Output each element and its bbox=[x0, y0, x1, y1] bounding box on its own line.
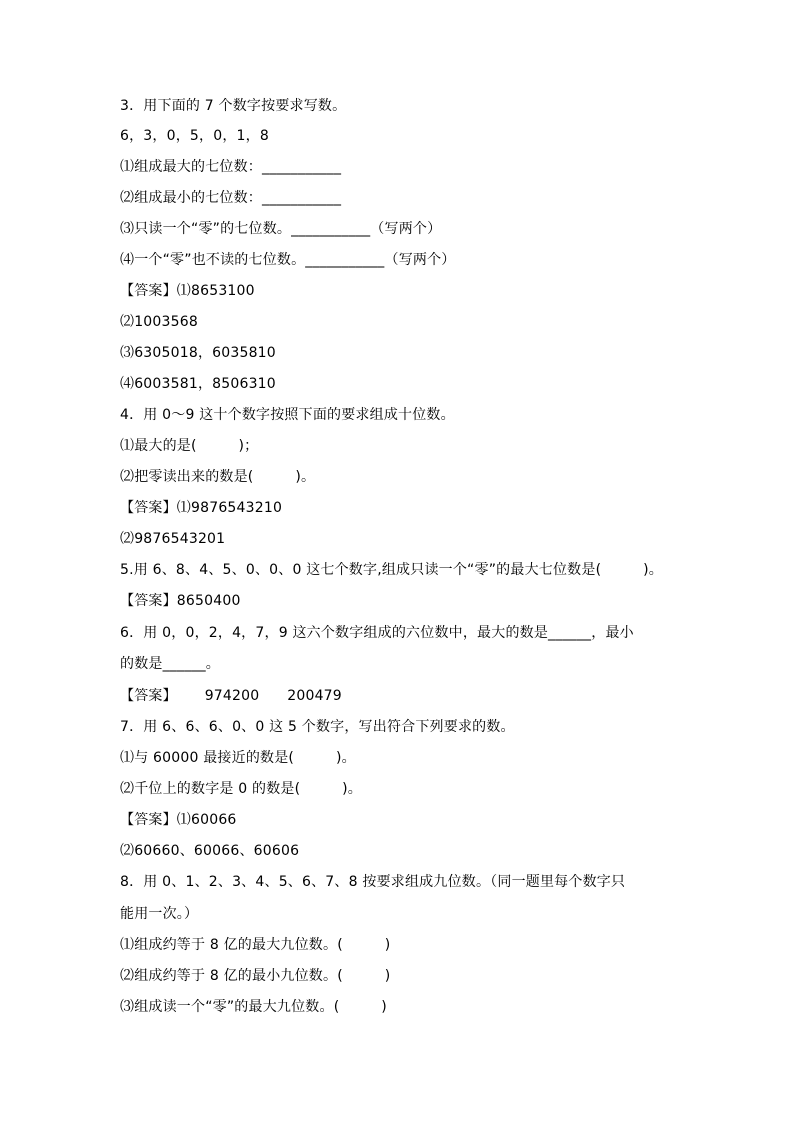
q6-title-line2: 的数是______。 bbox=[120, 656, 220, 672]
q3-digits: 6，3，0，5，0，1，8 bbox=[120, 128, 269, 144]
q8-title-line1: 8．用 0、1、2、3、4、5、6、7、8 按要求组成九位数。（同一题里每个数字只 bbox=[120, 874, 626, 890]
q3-part1: ⑴组成最大的七位数：___________ bbox=[120, 159, 342, 175]
q6-answer: 【答案】 974200 200479 bbox=[120, 688, 342, 704]
q4-part1: ⑴最大的是( )； bbox=[120, 438, 259, 454]
q4-part2: ⑵把零读出来的数是( )。 bbox=[120, 469, 316, 485]
q7-part1: ⑴与 60000 最接近的数是( )。 bbox=[120, 750, 356, 766]
q3-answer-1: 【答案】⑴8653100 bbox=[120, 283, 255, 299]
q8-part3: ⑶组成读一个“零”的最大九位数。( ) bbox=[120, 999, 387, 1015]
q4-title: 4．用 0～9 这十个数字按照下面的要求组成十位数。 bbox=[120, 407, 455, 423]
q7-part2: ⑵千位上的数字是 0 的数是( )。 bbox=[120, 781, 362, 797]
q3-part4: ⑷一个“零”也不读的七位数。___________（写两个） bbox=[120, 252, 456, 268]
q4-answer-2: ⑵9876543201 bbox=[120, 531, 226, 547]
q3-answer-3: ⑶6305018，6035810 bbox=[120, 345, 276, 361]
q3-answer-2: ⑵1003568 bbox=[120, 314, 198, 330]
q3-part3: ⑶只读一个“零”的七位数。___________（写两个） bbox=[120, 221, 442, 237]
q5-answer: 【答案】8650400 bbox=[120, 593, 241, 609]
q3-answer-4: ⑷6003581，8506310 bbox=[120, 376, 276, 392]
q8-part2: ⑵组成约等于 8 亿的最小九位数。( ) bbox=[120, 968, 391, 984]
q6-title-line1: 6．用 0，0，2，4，7，9 这六个数字组成的六位数中，最大的数是______，最小 bbox=[120, 625, 634, 641]
q8-title-line2: 能用一次。） bbox=[120, 906, 199, 922]
q7-answer-2: ⑵60660、60066、60606 bbox=[120, 843, 300, 859]
q3-title: 3．用下面的 7 个数字按要求写数。 bbox=[120, 98, 347, 114]
q4-answer-1: 【答案】⑴9876543210 bbox=[120, 500, 283, 516]
q7-answer-1: 【答案】⑴60066 bbox=[120, 812, 237, 828]
q8-part1: ⑴组成约等于 8 亿的最大九位数。( ) bbox=[120, 937, 391, 953]
q5-title: 5.用 6、8、4、5、0、0、0 这七个数字,组成只读一个“零”的最大七位数是( )。 bbox=[120, 562, 663, 578]
q3-part2: ⑵组成最小的七位数：___________ bbox=[120, 190, 342, 206]
q7-title: 7．用 6、6、6、0、0 这 5 个数字，写出符合下列要求的数。 bbox=[120, 719, 515, 735]
